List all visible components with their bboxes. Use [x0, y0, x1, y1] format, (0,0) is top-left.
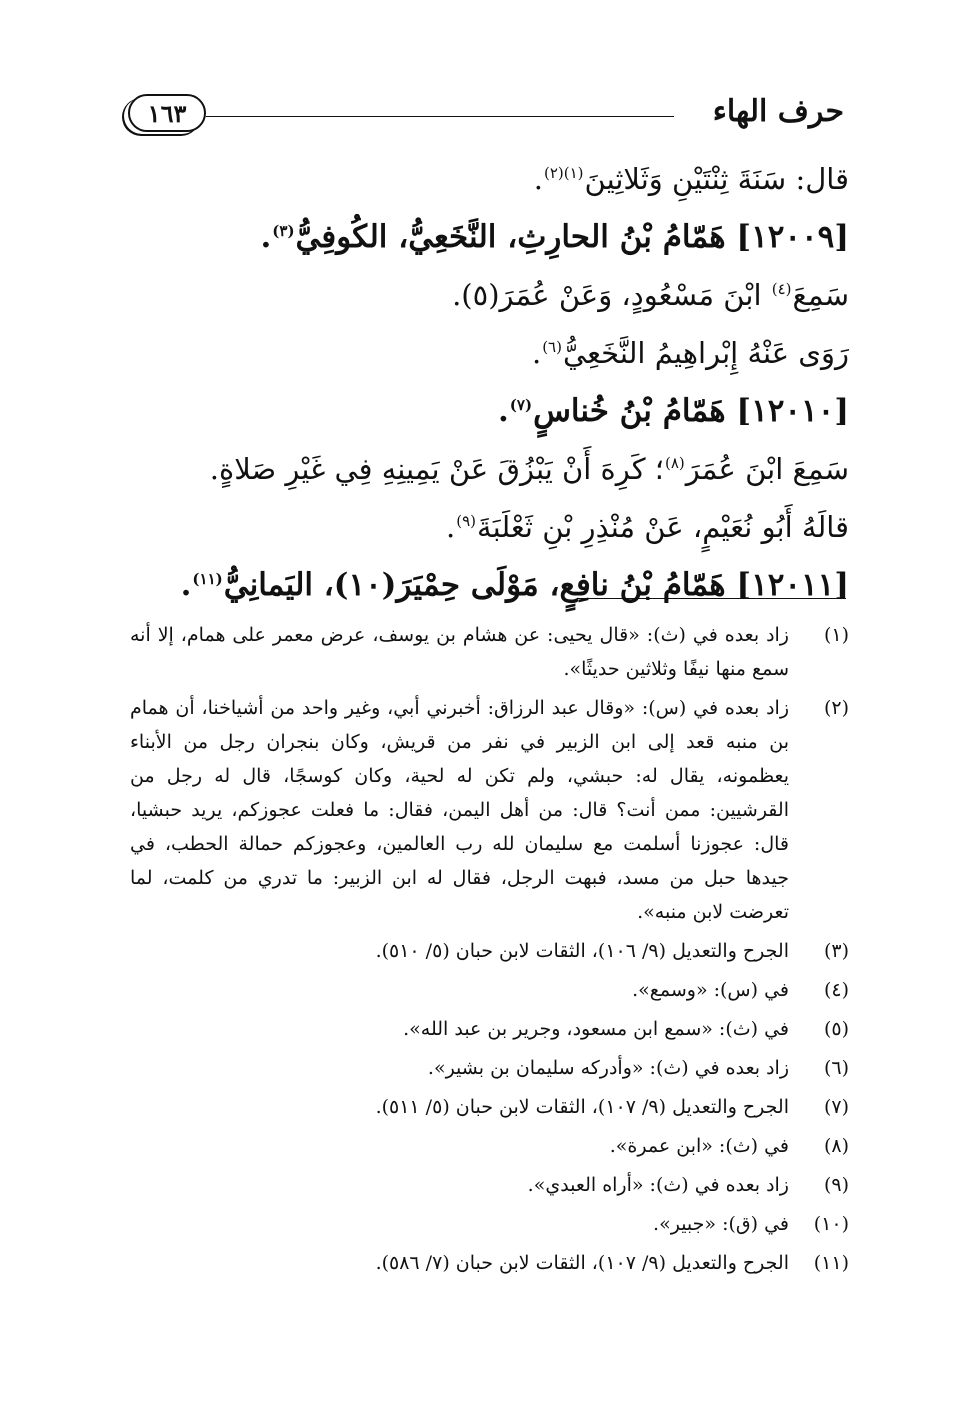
text-line [120, 324, 849, 382]
footnote-number: (٣) [823, 940, 849, 962]
footnote-text: الجرح والتعديل (٩/ ١٠٧)، الثقات لابن حبان (٥/ ٥١١). [375, 1096, 789, 1118]
footnote-number: (٦) [823, 1057, 849, 1079]
footnote-separator [578, 598, 846, 599]
footnote-reference: (١)(٢) [543, 164, 584, 183]
footnote-number: (٨) [823, 1135, 849, 1157]
footnote-number: (١٠) [813, 1213, 849, 1235]
footnote [130, 691, 849, 929]
footnote-text: الجرح والتعديل (٩/ ١٠٦)، الثقات لابن حبان (٥/ ٥١٠). [375, 940, 789, 962]
footnote [130, 973, 849, 1007]
line-text-tail: . [446, 510, 456, 544]
footnote-text: زاد بعده في (ث): «أراه العبدي». [527, 1174, 789, 1196]
text-line [120, 498, 849, 556]
text-line [120, 440, 849, 498]
line-text: قالَهُ أَبُو نُعَيْمٍ، عَنْ مُنْذِرِ بْنِ ثَعْلَبَةَ [477, 510, 849, 544]
footnote-number: (٢) [823, 697, 849, 719]
footnote [130, 618, 849, 686]
footnote [130, 934, 849, 968]
footnote-text: في (ث): «سمع ابن مسعود، وجرير بن عبد الله». [403, 1018, 789, 1040]
footnote-text: في (ث): «ابن عمرة». [609, 1135, 789, 1157]
footnote [130, 1051, 849, 1085]
footnote-number: (٤) [823, 979, 849, 1001]
entry-heading [120, 556, 849, 614]
line-text-tail: ؛ كَرِهَ أَنْ يَبْزُقَ عَنْ يَمِينِهِ فِي غَيْرِ صَلاةٍ. [209, 452, 664, 486]
footnote-text: زاد بعده في (ث): «وأدركه سليمان بن بشير». [427, 1057, 789, 1079]
footnote-reference: (٤) [771, 280, 792, 299]
footnote [130, 1012, 849, 1046]
footnote-number: (٥) [823, 1018, 849, 1040]
line-text: قال: سَنَةَ ثِنْتَيْنِ وَثَلاثِينَ [584, 162, 849, 196]
footnote-text: الجرح والتعديل (٩/ ١٠٧)، الثقات لابن حبان (٧/ ٥٨٦). [375, 1252, 789, 1274]
chapter-title: حرف الهاء [712, 94, 844, 129]
line-text: [١٢٠٠٩] هَمّامُ بْنُ الحارِثِ، النَّخَعِيُّ، الكُوفِيُّ [295, 219, 849, 255]
footnote-number: (١١) [813, 1252, 849, 1274]
line-text-tail: . [498, 393, 509, 429]
line-text: [١٢٠١٠] هَمّامُ بْنُ خُناسٍ [533, 393, 849, 429]
line-text: سَمِعَ [792, 278, 849, 312]
page-header [128, 92, 844, 140]
page-number-badge: ١٦٣ [128, 94, 206, 132]
text-line [120, 150, 849, 208]
footnote-number: (٧) [823, 1096, 849, 1118]
footnote-reference: (١١) [192, 569, 223, 588]
footnote [130, 1129, 849, 1163]
footnote-reference: (٣) [272, 221, 295, 240]
main-text [120, 150, 849, 614]
footnote [130, 1246, 849, 1280]
footnote-text: في (ق): «جبير». [653, 1213, 789, 1235]
line-text-tail: . [533, 162, 543, 196]
footnote-reference: (٩) [456, 512, 477, 531]
entry-heading [120, 208, 849, 266]
footnotes [130, 618, 849, 1285]
header-rule [206, 116, 674, 117]
footnote-reference: (٨) [665, 454, 685, 473]
footnote-text: في (س): «وسمع». [632, 979, 789, 1001]
footnote [130, 1090, 849, 1124]
line-text-tail: ابْنَ مَسْعُودٍ، وَعَنْ عُمَرَ(٥). [452, 278, 771, 312]
line-text-tail: . [180, 567, 192, 603]
footnote [130, 1168, 849, 1202]
footnote-text: زاد بعده في (س): «وقال عبد الرزاق: أخبرني أبي، وغير واحد من أشياخنا، أن همام بن منبه قعد إلى ابن الزبير في نفر من قريش، وكان بنجران رجل من الأبناء يعظمونه، يقال له: حبشي، ولم تكن له لحية، وكان كوسجًا، قال له رجل من القرشيين: ممن أنت؟ قال: من أهل اليمن، فقال: ما فعلت عجوزكم، يريد حبشيا، قال: عجوزنا أسلمت مع سليمان لله رب العالمين، وعجوزكم حمالة الحطب، في جيدها حبل من مسد، فبهت الرجل، فقال له ابن الزبير: ما تدري من كلمت، لما تعرضت لابن منبه». [130, 697, 789, 923]
line-text: سَمِعَ ابْنَ عُمَرَ [685, 452, 849, 486]
entry-heading [120, 382, 849, 440]
footnote-reference: (٧) [509, 395, 533, 414]
line-text: [١٢٠١١] هَمّامُ بْنُ نافِعٍ، مَوْلَى حِمْيَرَ(١٠)، اليَمانِيُّ [223, 567, 849, 603]
footnote-reference: (٦) [542, 338, 562, 357]
line-text-tail: . [531, 336, 542, 370]
footnote [130, 1207, 849, 1241]
line-text: رَوَى عَنْهُ إِبْراهِيمُ النَّخَعِيُّ [562, 336, 849, 370]
footnote-number: (١) [823, 624, 849, 646]
text-line [120, 266, 849, 324]
footnote-number: (٩) [823, 1174, 849, 1196]
footnote-text: زاد بعده في (ث): «قال يحيى: عن هشام بن يوسف، عرض معمر على همام، إلا أنه سمع منها نيفًا وثلاثين حديثًا». [130, 624, 789, 680]
line-text-tail: . [260, 219, 272, 255]
